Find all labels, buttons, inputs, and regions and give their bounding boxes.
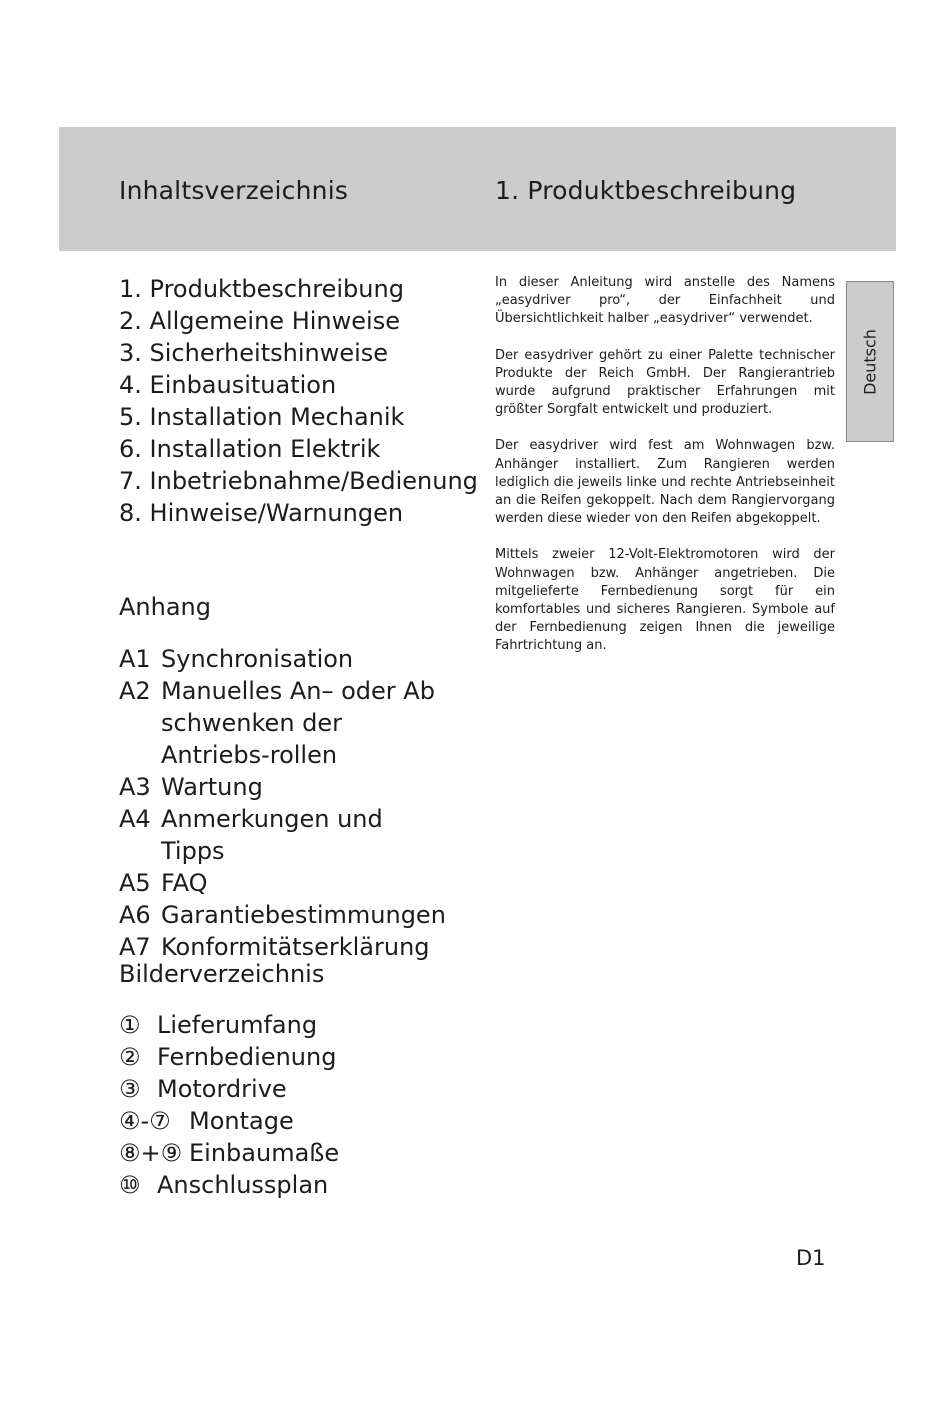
appendix-code: A6	[119, 901, 151, 929]
figure-item[interactable]	[119, 1169, 339, 1201]
product-description	[495, 274, 835, 674]
figure-item[interactable]	[119, 1041, 339, 1073]
appendix-item[interactable]	[119, 803, 449, 867]
figure-number: ②	[119, 1043, 141, 1071]
figures-heading: Bilderverzeichnis	[119, 960, 325, 988]
appendix-label: Garantiebestimmungen	[161, 901, 446, 929]
appendix-item[interactable]	[119, 771, 449, 803]
figure-label: Einbaumaße	[189, 1139, 340, 1167]
figure-label: Lieferumfang	[157, 1011, 318, 1039]
appendix-label: Anmerkungen und Tipps	[161, 805, 383, 865]
toc-title: Inhaltsverzeichnis	[119, 176, 349, 205]
appendix-list	[119, 643, 449, 963]
appendix-item[interactable]	[119, 931, 449, 963]
figure-label: Fernbedienung	[157, 1043, 337, 1071]
figure-label: Montage	[189, 1107, 294, 1135]
figure-number: ④-⑦	[119, 1107, 171, 1135]
figure-item[interactable]	[119, 1105, 339, 1137]
appendix-code: A2	[119, 677, 151, 705]
figure-item[interactable]	[119, 1009, 339, 1041]
appendix-item[interactable]	[119, 867, 449, 899]
appendix-item[interactable]	[119, 675, 449, 771]
figures-list	[119, 1009, 339, 1201]
paragraph: Der easydriver gehört zu einer Palette technischer Produkte der Reich GmbH. Der Rangierantrieb wurde aufgrund praktischer Erfahrungen mit größter Sorgfalt entwickelt und produziert.	[495, 347, 835, 418]
toc-item[interactable]: 6. Installation Elektrik	[119, 435, 381, 463]
appendix-item[interactable]	[119, 899, 449, 931]
paragraph: Mittels zweier 12-Volt-Elektromotoren wird der Wohnwagen bzw. Anhänger angetrieben. Die mitgelieferte Fernbedienung sorgt für ein komfortables und sicheres Rangieren. Symbole auf der Fernbedienung zeigen Ihnen die jeweilige Fahrtrichtung an.	[495, 547, 835, 654]
appendix-code: A1	[119, 645, 151, 673]
figure-label: Motordrive	[157, 1075, 287, 1103]
toc-item[interactable]: 8. Hinweise/Warnungen	[119, 499, 404, 527]
figure-number: ⑧+⑨	[119, 1139, 183, 1167]
toc-item[interactable]: 5. Installation Mechanik	[119, 403, 405, 431]
appendix-label: Synchronisation	[161, 645, 354, 673]
appendix-heading: Anhang	[119, 593, 211, 621]
appendix-item[interactable]	[119, 643, 449, 675]
toc-item[interactable]: 7. Inbetriebnahme/Bedienung	[119, 467, 478, 495]
figure-item[interactable]	[119, 1137, 339, 1169]
appendix-label: Manuelles An– oder Ab schwenken der Antriebs-rollen	[161, 677, 435, 769]
toc-item[interactable]: 1. Produktbeschreibung	[119, 275, 404, 303]
paragraph: In dieser Anleitung wird anstelle des Namens „easydriver pro“, der Einfachheit und Übersichtlichkeit halber „easydriver“ verwendet.	[495, 275, 835, 327]
appendix-code: A4	[119, 805, 151, 833]
figure-item[interactable]	[119, 1073, 339, 1105]
section-title: 1. Produktbeschreibung	[495, 176, 797, 205]
figure-number: ③	[119, 1075, 141, 1103]
table-of-contents	[119, 273, 478, 529]
appendix-label: FAQ	[161, 869, 208, 897]
figure-number: ⑩	[119, 1171, 141, 1199]
appendix-code: A3	[119, 773, 151, 801]
appendix-code: A7	[119, 933, 151, 961]
language-tab[interactable]	[846, 281, 894, 442]
appendix-label: Wartung	[161, 773, 263, 801]
paragraph: Der easydriver wird fest am Wohnwagen bzw. Anhänger installiert. Zum Rangieren werden lediglich die jeweils linke und rechte Antriebseinheit an die Reifen gekoppelt. Nach dem Rangiervorgang werden diese wieder von den Reifen abgekoppelt.	[495, 438, 835, 527]
figure-number: ①	[119, 1011, 141, 1039]
appendix-code: A5	[119, 869, 151, 897]
language-label: Deutsch	[860, 328, 880, 395]
toc-item[interactable]: 3. Sicherheitshinweise	[119, 339, 389, 367]
toc-item[interactable]: 2. Allgemeine Hinweise	[119, 307, 400, 335]
appendix-label: Konformitätserklärung	[161, 933, 430, 961]
page-number: D1	[796, 1246, 826, 1270]
toc-item[interactable]: 4. Einbausituation	[119, 371, 337, 399]
figure-label: Anschlussplan	[157, 1171, 329, 1199]
